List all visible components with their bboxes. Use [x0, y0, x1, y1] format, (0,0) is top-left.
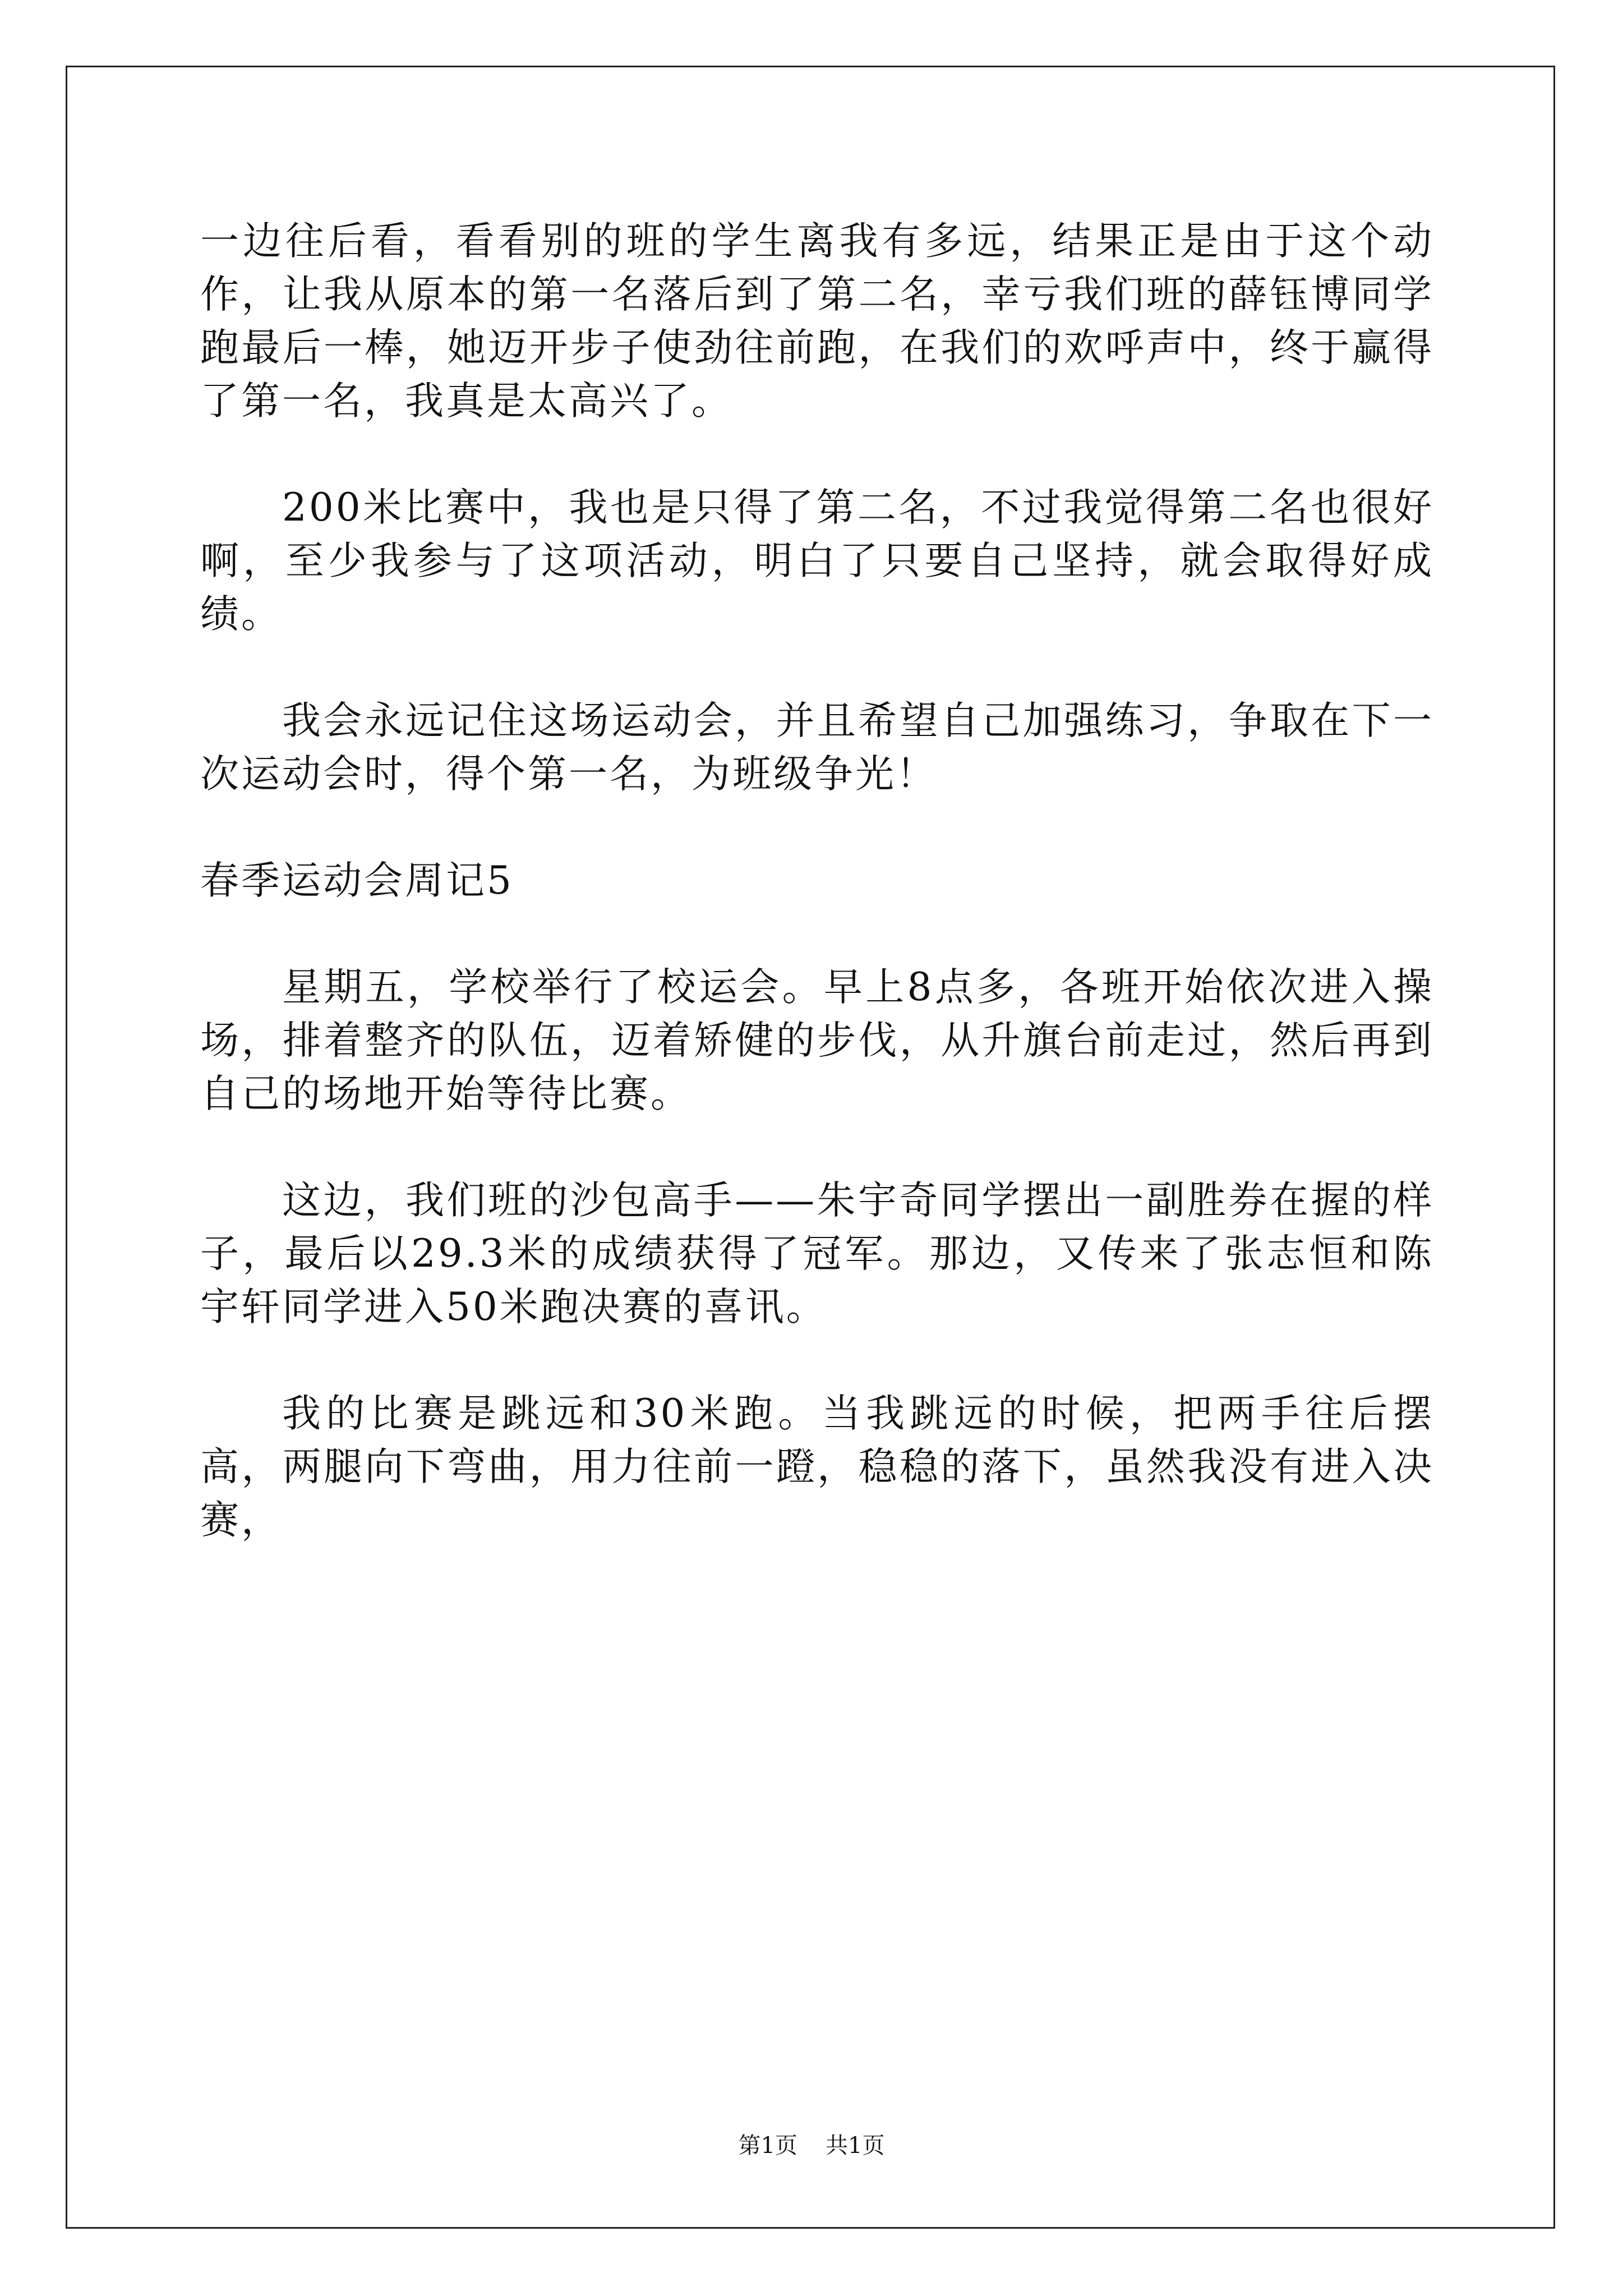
paragraph: 200米比赛中，我也是只得了第二名，不过我觉得第二名也很好啊，至少我参与了这项活动，明白了只要自己坚持，就会取得好成绩。: [200, 485, 1434, 637]
paragraph: 这边，我们班的沙包高手——朱宇奇同学摆出一副胜券在握的样子，最后以29.3米的成绩获得了冠军。那边，又传来了张志恒和陈宇轩同学进入50米跑决赛的喜讯。: [200, 1178, 1434, 1329]
paragraph: 我会永远记住这场运动会，并且希望自己加强练习，争取在下一次运动会时，得个第一名，为班级争光！: [200, 698, 1434, 797]
paragraph: 我的比赛是跳远和30米跑。当我跳远的时候，把两手往后摆高，两腿向下弯曲，用力往前一蹬，稳稳的落下，虽然我没有进入决赛，: [200, 1391, 1434, 1543]
page-number: 第1页: [738, 2133, 797, 2159]
page-total: 共1页: [826, 2133, 885, 2159]
paragraph: 星期五，学校举行了校运会。早上8点多，各班开始依次进入操场，排着整齐的队伍，迈着矫健的步伐，从升旗台前走过，然后再到自己的场地开始等待比赛。: [200, 965, 1434, 1116]
paragraph: 一边往后看，看看别的班的学生离我有多远，结果正是由于这个动作，让我从原本的第一名落后到了第二名，幸亏我们班的薛钰博同学跑最后一棒，她迈开步子使劲往前跑，在我们的欢呼声中，终于赢得了第一名，我真是太高兴了。: [200, 219, 1434, 424]
section-heading: 春季运动会周记5: [200, 858, 514, 903]
page-footer: [0, 2132, 1623, 2160]
document-body: [200, 215, 1434, 1600]
